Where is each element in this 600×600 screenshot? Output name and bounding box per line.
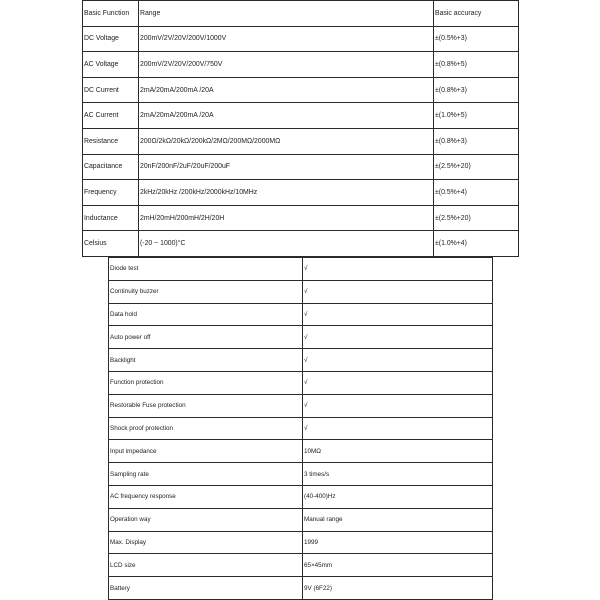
accuracy-cell: ±(0.8%+5) [434, 52, 519, 78]
feature-value-cell: √ [303, 258, 493, 281]
table-header-row [83, 1, 519, 27]
table-row [109, 577, 493, 600]
function-cell: AC Voltage [83, 52, 139, 78]
feature-value-cell: 10MΩ [303, 440, 493, 463]
feature-value-cell: √ [303, 303, 493, 326]
feature-name-cell: LCD size [109, 554, 303, 577]
table-row [109, 258, 493, 281]
function-cell: DC Voltage [83, 26, 139, 52]
basic-function-table [82, 0, 519, 257]
table-row [109, 280, 493, 303]
table-row [83, 103, 519, 129]
feature-name-cell: Continuity buzzer [109, 280, 303, 303]
feature-value-cell: 9V (6F22) [303, 577, 493, 600]
feature-value-cell: √ [303, 417, 493, 440]
range-cell: (-20 ~ 1000)°C [139, 231, 434, 257]
feature-value-cell: √ [303, 280, 493, 303]
function-cell: Celsius [83, 231, 139, 257]
feature-value-cell: 1999 [303, 531, 493, 554]
feature-name-cell: Input impedance [109, 440, 303, 463]
range-cell: 2mA/20mA/200mA /20A [139, 103, 434, 129]
table-row [83, 154, 519, 180]
accuracy-cell: ±(1.0%+5) [434, 103, 519, 129]
feature-name-cell: Sampling rate [109, 463, 303, 486]
feature-table [108, 257, 493, 600]
table-row [109, 371, 493, 394]
range-cell: 2mA/20mA/200mA /20A [139, 77, 434, 103]
table-row [109, 349, 493, 372]
feature-name-cell: AC frequency response [109, 485, 303, 508]
accuracy-cell: ±(0.5%+4) [434, 180, 519, 206]
feature-value-cell: Manual range [303, 508, 493, 531]
feature-value-cell: √ [303, 394, 493, 417]
function-cell: Inductance [83, 205, 139, 231]
table-row [83, 205, 519, 231]
table-row [109, 554, 493, 577]
table-row [83, 77, 519, 103]
column-header: Basic accuracy [434, 1, 519, 27]
table-row [83, 231, 519, 257]
feature-name-cell: Backlight [109, 349, 303, 372]
function-cell: Frequency [83, 180, 139, 206]
range-cell: 200mV/2V/20V/200V/750V [139, 52, 434, 78]
table-row [109, 394, 493, 417]
function-cell: DC Current [83, 77, 139, 103]
table-row [83, 52, 519, 78]
table-row [109, 440, 493, 463]
feature-name-cell: Max. Display [109, 531, 303, 554]
range-cell: 20nF/200nF/2uF/20uF/200uF [139, 154, 434, 180]
feature-value-cell: 65×45mm [303, 554, 493, 577]
feature-name-cell: Diode test [109, 258, 303, 281]
table-row [109, 417, 493, 440]
accuracy-cell: ±(2.5%+20) [434, 205, 519, 231]
column-header: Basic Function [83, 1, 139, 27]
table-row [109, 508, 493, 531]
range-cell: 2kHz/20kHz /200kHz/2000kHz/10MHz [139, 180, 434, 206]
function-cell: Resistance [83, 128, 139, 154]
feature-name-cell: Data hold [109, 303, 303, 326]
feature-name-cell: Function protection [109, 371, 303, 394]
feature-name-cell: Auto power off [109, 326, 303, 349]
table-row [83, 180, 519, 206]
feature-name-cell: Shock proof protection [109, 417, 303, 440]
feature-value-cell: √ [303, 371, 493, 394]
table-row [83, 26, 519, 52]
function-cell: Capacitance [83, 154, 139, 180]
accuracy-cell: ±(0.5%+3) [434, 26, 519, 52]
feature-name-cell: Battery [109, 577, 303, 600]
feature-value-cell: √ [303, 326, 493, 349]
accuracy-cell: ±(1.0%+4) [434, 231, 519, 257]
table-row [109, 485, 493, 508]
accuracy-cell: ±(0.8%+3) [434, 77, 519, 103]
range-cell: 2mH/20mH/200mH/2H/20H [139, 205, 434, 231]
accuracy-cell: ±(0.8%+3) [434, 128, 519, 154]
table-row [109, 463, 493, 486]
range-cell: 200Ω/2kΩ/20kΩ/200kΩ/2MΩ/200MΩ/2000MΩ [139, 128, 434, 154]
column-header: Range [139, 1, 434, 27]
function-cell: AC Current [83, 103, 139, 129]
table-row [83, 128, 519, 154]
table-row [109, 531, 493, 554]
feature-value-cell: (40-400)Hz [303, 485, 493, 508]
feature-name-cell: Operation way [109, 508, 303, 531]
table-row [109, 303, 493, 326]
accuracy-cell: ±(2.5%+20) [434, 154, 519, 180]
feature-value-cell: 3 times/s [303, 463, 493, 486]
range-cell: 200mV/2V/20V/200V/1000V [139, 26, 434, 52]
feature-name-cell: Restorable Fuse protection [109, 394, 303, 417]
table-row [109, 326, 493, 349]
feature-value-cell: √ [303, 349, 493, 372]
